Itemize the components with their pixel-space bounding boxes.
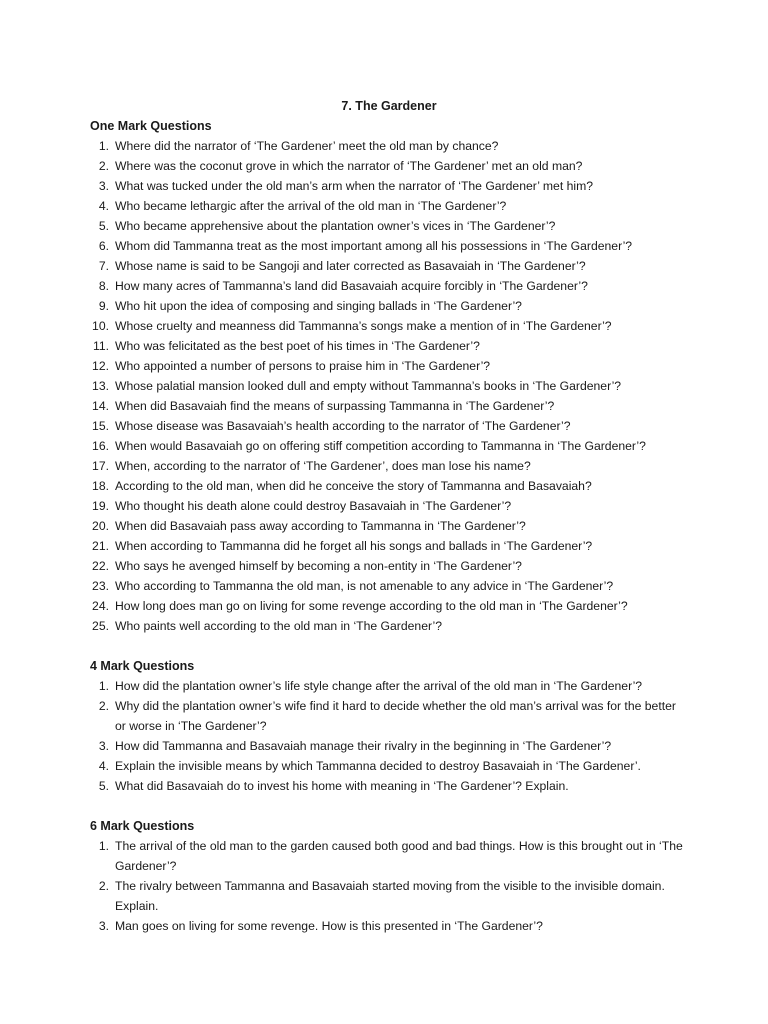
- question-number: 19.: [92, 499, 109, 513]
- question-item: [90, 296, 688, 316]
- question-text: When did Basavaiah pass away according to Tammanna in ‘The Gardener’?: [115, 519, 526, 533]
- question-number: 2.: [98, 879, 109, 893]
- question-item: [90, 436, 688, 456]
- section-heading: 6 Mark Questions: [90, 819, 195, 833]
- question-item: [90, 616, 688, 636]
- question-item: [90, 156, 688, 176]
- question-number: 1.: [98, 139, 109, 153]
- question-text: Man goes on living for some revenge. How is this presented in ‘The Gardener’?: [115, 919, 543, 933]
- document-title: 7. The Gardener: [341, 99, 437, 113]
- question-item: [90, 536, 688, 556]
- question-number: 18.: [92, 479, 109, 493]
- question-number: 2.: [98, 699, 109, 713]
- question-text: What did Basavaiah do to invest his home with meaning in ‘The Gardener’? Explain.: [115, 779, 569, 793]
- question-text: Where did the narrator of ‘The Gardener’ meet the old man by chance?: [115, 139, 499, 153]
- section-heading: 4 Mark Questions: [90, 659, 195, 673]
- question-number: 16.: [92, 439, 109, 453]
- section-heading: One Mark Questions: [90, 119, 212, 133]
- question-list: [90, 136, 688, 636]
- question-number: 11.: [92, 339, 109, 353]
- question-text: Who became apprehensive about the plantation owner’s vices in ‘The Gardener’?: [115, 219, 556, 233]
- question-item: [90, 696, 688, 736]
- question-text: The arrival of the old man to the garden caused both good and bad things. How is this brought out in ‘The Gardener’?: [115, 839, 683, 873]
- question-text: Whom did Tammanna treat as the most important among all his possessions in ‘The Gardener’?: [115, 239, 633, 253]
- question-text: What was tucked under the old man’s arm when the narrator of ‘The Gardener’ met him?: [115, 179, 594, 193]
- question-number: 3.: [98, 919, 109, 933]
- question-item: [90, 276, 688, 296]
- question-number: 7.: [98, 259, 109, 273]
- question-text: Who was felicitated as the best poet of his times in ‘The Gardener’?: [115, 339, 480, 353]
- question-number: 3.: [98, 179, 109, 193]
- question-number: 4.: [98, 199, 109, 213]
- question-item: [90, 576, 688, 596]
- question-item: [90, 556, 688, 576]
- question-number: 1.: [98, 679, 109, 693]
- question-number: 1.: [98, 839, 109, 853]
- question-item: [90, 916, 688, 936]
- question-text: How many acres of Tammanna’s land did Basavaiah acquire forcibly in ‘The Gardener’?: [115, 279, 588, 293]
- question-number: 10.: [92, 319, 109, 333]
- question-number: 6.: [98, 239, 109, 253]
- question-text: Who appointed a number of persons to praise him in ‘The Gardener’?: [115, 359, 491, 373]
- question-section: [90, 116, 688, 636]
- question-text: According to the old man, when did he conceive the story of Tammanna and Basavaiah?: [115, 479, 592, 493]
- question-number: 15.: [92, 419, 109, 433]
- question-text: How did Tammanna and Basavaiah manage their rivalry in the beginning in ‘The Gardener’?: [115, 739, 612, 753]
- question-text: Explain the invisible means by which Tammanna decided to destroy Basavaiah in ‘The Gardener’.: [115, 759, 641, 773]
- question-text: Who hit upon the idea of composing and singing ballads in ‘The Gardener’?: [115, 299, 522, 313]
- question-text: When would Basavaiah go on offering stiff competition according to Tammanna in ‘The Gardener’?: [115, 439, 646, 453]
- question-number: 5.: [98, 779, 109, 793]
- question-item: [90, 256, 688, 276]
- question-item: [90, 376, 688, 396]
- question-number: 9.: [98, 299, 109, 313]
- question-text: Whose palatial mansion looked dull and empty without Tammanna’s books in ‘The Gardener’?: [115, 379, 622, 393]
- question-text: When according to Tammanna did he forget all his songs and ballads in ‘The Gardener’?: [115, 539, 593, 553]
- question-item: [90, 476, 688, 496]
- question-item: [90, 356, 688, 376]
- question-number: 21.: [92, 539, 109, 553]
- question-item: [90, 396, 688, 416]
- question-number: 22.: [92, 559, 109, 573]
- question-item: [90, 316, 688, 336]
- question-item: [90, 416, 688, 436]
- question-number: 12.: [92, 359, 109, 373]
- question-item: [90, 176, 688, 196]
- question-item: [90, 336, 688, 356]
- question-item: [90, 196, 688, 216]
- question-item: [90, 216, 688, 236]
- question-number: 5.: [98, 219, 109, 233]
- question-number: 13.: [92, 379, 109, 393]
- question-text: Who according to Tammanna the old man, is not amenable to any advice in ‘The Gardener’?: [115, 579, 614, 593]
- question-number: 17.: [92, 459, 109, 473]
- question-item: [90, 456, 688, 476]
- question-list: [90, 836, 688, 936]
- question-list: [90, 676, 688, 796]
- question-number: 23.: [92, 579, 109, 593]
- question-item: [90, 236, 688, 256]
- question-text: Who became lethargic after the arrival of the old man in ‘The Gardener’?: [115, 199, 507, 213]
- question-text: When did Basavaiah find the means of surpassing Tammanna in ‘The Gardener’?: [115, 399, 555, 413]
- question-number: 14.: [92, 399, 109, 413]
- question-item: [90, 136, 688, 156]
- question-text: The rivalry between Tammanna and Basavaiah started moving from the visible to the invisible domain. Explain.: [115, 879, 665, 913]
- question-text: Whose disease was Basavaiah’s health according to the narrator of ‘The Gardener’?: [115, 419, 571, 433]
- question-number: 25.: [92, 619, 109, 633]
- question-text: How long does man go on living for some revenge according to the old man in ‘The Gardener’?: [115, 599, 628, 613]
- question-text: Where was the coconut grove in which the narrator of ‘The Gardener’ met an old man?: [115, 159, 583, 173]
- question-number: 3.: [98, 739, 109, 753]
- question-section: [90, 816, 688, 936]
- question-text: Whose cruelty and meanness did Tammanna’s songs make a mention of in ‘The Gardener’?: [115, 319, 612, 333]
- question-item: [90, 836, 688, 876]
- question-number: 4.: [98, 759, 109, 773]
- question-item: [90, 876, 688, 916]
- question-number: 2.: [98, 159, 109, 173]
- question-text: Who paints well according to the old man in ‘The Gardener’?: [115, 619, 442, 633]
- question-number: 8.: [98, 279, 109, 293]
- question-item: [90, 676, 688, 696]
- question-text: When, according to the narrator of ‘The Gardener’, does man lose his name?: [115, 459, 531, 473]
- question-sections: [90, 116, 688, 936]
- question-text: Who thought his death alone could destroy Basavaiah in ‘The Gardener’?: [115, 499, 512, 513]
- question-text: Who says he avenged himself by becoming a non-entity in ‘The Gardener’?: [115, 559, 522, 573]
- question-item: [90, 516, 688, 536]
- question-text: Why did the plantation owner’s wife find it hard to decide whether the old man’s arrival was for the better or worse in ‘The Gardener’?: [115, 699, 676, 733]
- question-number: 24.: [92, 599, 109, 613]
- question-item: [90, 596, 688, 616]
- question-number: 20.: [92, 519, 109, 533]
- question-item: [90, 496, 688, 516]
- question-text: How did the plantation owner’s life style change after the arrival of the old man in ‘The Gardener’?: [115, 679, 643, 693]
- question-item: [90, 736, 688, 756]
- question-text: Whose name is said to be Sangoji and later corrected as Basavaiah in ‘The Gardener’?: [115, 259, 586, 273]
- question-item: [90, 776, 688, 796]
- question-section: [90, 656, 688, 796]
- question-item: [90, 756, 688, 776]
